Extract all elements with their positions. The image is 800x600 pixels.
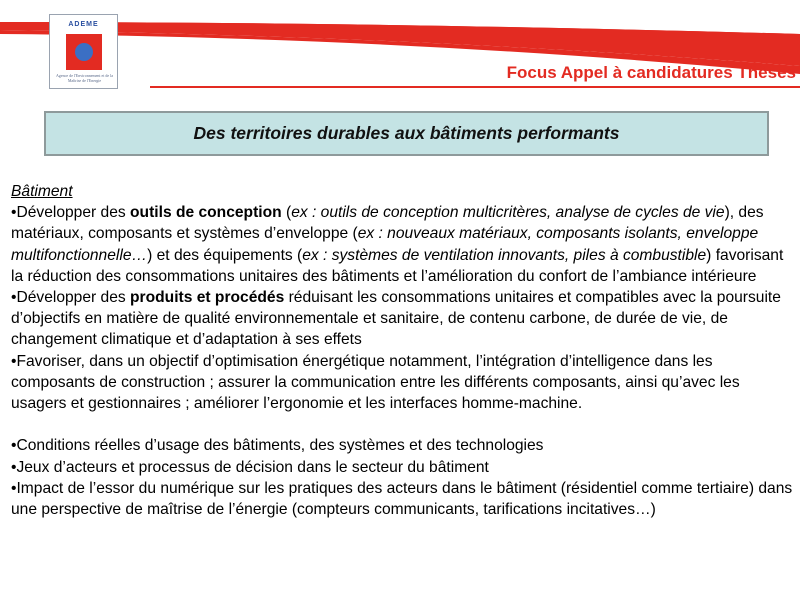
bullet-conception-t7: ) et des équipements ( [147,246,303,264]
bullet-conception-t8: ex : systèmes de ventilation innovants, piles à combustible [302,246,707,264]
bullet-produits-t3: réduisant les consommations unitaires et compatibles avec la poursuite d’objectifs en matière de qualité environnementale et sanitaire, de contenu carbone, de durée de vie, de changement climatique et d’adaptation à ses effets [11,289,781,349]
subtitle-box [44,111,769,156]
header-title: Focus Appel à candidatures Thèses [506,63,796,82]
logo-name: ADEME [68,21,99,28]
bullet-favoriser: •Favoriser, dans un objectif d’optimisation énergétique notamment, l’intégration d’intelligence dans les composants de construction ; assurer la communication entre les différents composants, ainsi qu’avec les usagers et gestionnaires ; améliorer l’ergonomie et les interfaces homme-machine. [11,352,740,413]
bullet-produits [11,287,797,351]
bullet-conception-t6: ex : nouveaux matériaux, composants isolants, enveloppe multifonctionnelle… [11,225,759,264]
bullet-produits-t1: •Développer des [11,289,131,307]
section-heading: Bâtiment [11,183,73,200]
logo-emblem [66,34,102,70]
bullet-conception-t3: ( [281,204,292,222]
ademe-logo [49,14,118,89]
body-text [11,181,797,520]
bullet-conception-t5: ), des matériaux, composants et systèmes d’enveloppe ( [11,204,764,243]
logo-tagline: Agence de l'Environnement et de la Maîtrise de l'Energie [55,73,114,83]
bullet-jeux: •Jeux d’acteurs et processus de décision dans le secteur du bâtiment [11,458,489,476]
bullet-conception-t2: outils de conception [130,204,282,222]
header-rule [150,86,800,88]
bullet-numerique: •Impact de l’essor du numérique sur les pratiques des acteurs dans le bâtiment (résidentiel comme tertiaire) dans une perspective de maîtrise de l’énergie (compteurs communicants, tarifications incitatives…) [11,479,793,519]
bullet-conception-t9: ) favorisant la réduction des consommations unitaires des bâtiments et l’amélioration du confort de l’ambiance intérieure [11,246,784,285]
bullet-produits-t2: produits et procédés [130,289,285,307]
globe-icon [75,43,93,61]
subtitle-text: Des territoires durables aux bâtiments performants [193,123,620,143]
bullet-conception-t1: •Développer des [11,204,131,222]
bullet-conception [11,202,797,287]
bullet-conditions: •Conditions réelles d’usage des bâtiments, des systèmes et des technologies [11,437,544,455]
blank-line [11,414,797,435]
bullet-conception-t4: ex : outils de conception multicritères, analyse de cycles de vie [291,204,725,222]
